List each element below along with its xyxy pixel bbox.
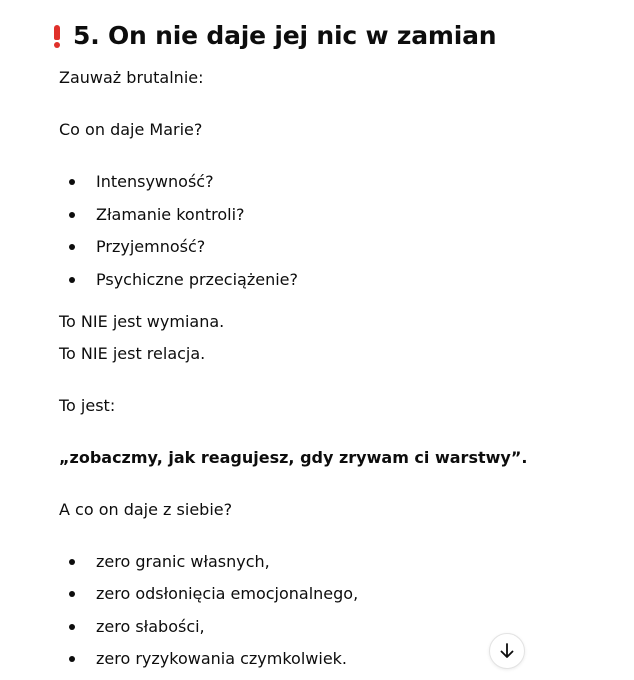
list-item: Złamanie kontroli? <box>59 203 599 227</box>
bold-quote: „zobaczmy, jak reagujesz, gdy zrywam ci warstwy”. <box>59 447 528 467</box>
list-item: zero odsłonięcia emocjonalnego, <box>59 582 599 606</box>
question-text: Co on daje Marie? <box>59 120 203 139</box>
list-item: zero granic własnych, <box>59 550 599 574</box>
list-item: Intensywność? <box>59 170 599 194</box>
first-bullet-list <box>59 170 599 292</box>
lead-text: To jest: <box>59 395 116 415</box>
list-item: zero ryzykowania czymkolwiek. <box>59 647 599 671</box>
statement-text: To NIE jest wymiana. <box>59 311 225 331</box>
section-heading <box>49 18 599 54</box>
list-item: Psychiczne przeciążenie? <box>59 268 599 292</box>
message-content <box>59 18 599 680</box>
list-item: zero słabości, <box>59 615 599 639</box>
list-item: Przyjemność? <box>59 235 599 259</box>
arrow-down-icon <box>498 642 516 660</box>
statement-text: To NIE jest relacja. <box>59 343 206 363</box>
exclamation-icon <box>53 25 61 47</box>
question-text: A co on daje z siebie? <box>59 499 233 519</box>
scroll-to-bottom-button[interactable] <box>489 633 525 669</box>
section-heading-text: 5. On nie daje jej nic w zamian <box>73 21 497 50</box>
intro-text: Zauważ brutalnie: <box>59 68 204 87</box>
